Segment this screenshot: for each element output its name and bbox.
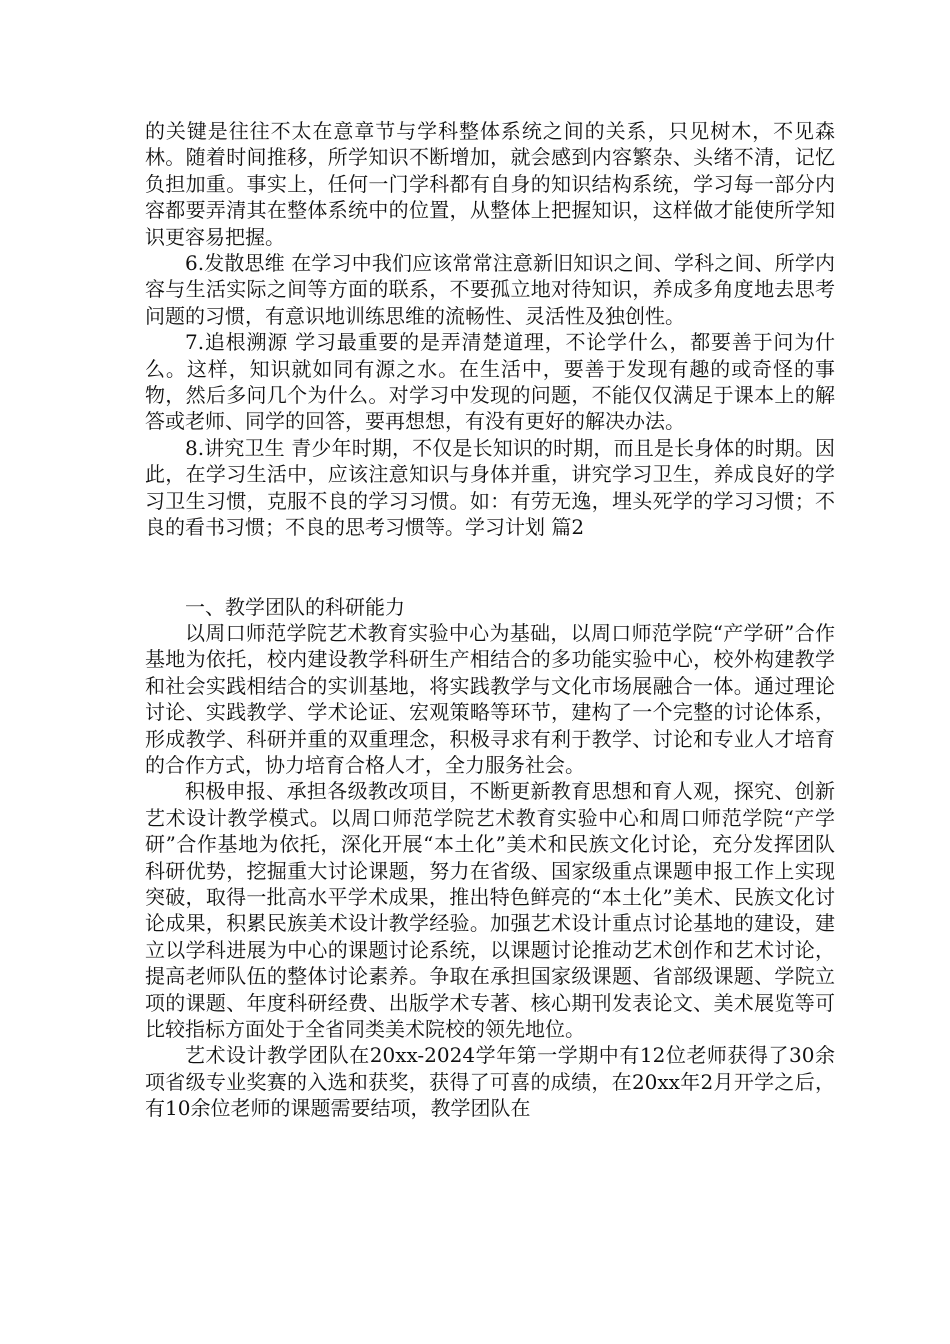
section-heading: 一、教学团队的科研能力: [185, 594, 405, 619]
paragraph-reform-projects: 积极申报、承担各级教改项目，不断更新教育思想和育人观，探究、创新艺术设计教学模式。以周口师范学院艺术教育实验中心和周口师范学院“产学研”合作基地为依托，深化开展“本土化”美术和民族文化讨论，充分发挥团队科研优势，挖掘重大讨论课题，努力在省级、国家级重点课题申报工作上实现突破，取得一批高水平学术成果，推出特色鲜亮的“本土化”美术、民族文化讨论成果，积累民族美术设计教学经验。加强艺术设计重点讨论基地的建设，建立以学科进展为中心的课题讨论系统，以课题讨论推动艺术创作和艺术讨论，提高老师队伍的整体讨论素养。争取在承担国家级课题、省部级课题、学院立项的课题、年度科研经费、出版学术专著、核心期刊发表论文、美术展览等可比较指标方面处于全省同类美术院校的领先地位。: [145, 779, 835, 1041]
paragraph-continued: 的关键是往往不太在意章节与学科整体系统之间的关系，只见树木，不见森林。随着时间推移，所学知识不断增加，就会感到内容繁杂、头绪不清，记忆负担加重。事实上，任何一门学科都有自身的知识结构系统，学习每一部分内容都要弄清其在整体系统中的位置，从整体上把握知识，这样做才能使所学知识更容易把握。: [145, 119, 835, 249]
paragraph-research-base: 以周口师范学院艺术教育实验中心为基础，以周口师范学院“产学研”合作基地为依托，校内建设教学科研生产相结合的多功能实验中心，校外构建教学和社会实践相结合的实训基地，将实践教学与文化市场展融合一体。通过理论讨论、实践教学、学术论证、宏观策略等环节，建构了一个完整的讨论体系，形成教学、科研并重的双重理念，积极寻求有利于教学、讨论和专业人才培育的合作方式，协力培育合格人才，全力服务社会。: [145, 620, 835, 777]
document-page: [145, 118, 835, 1122]
paragraph-divergent-thinking: 6.发散思维 在学习中我们应该常常注意新旧知识之间、学科之间、所学内容与生活实际之间等方面的联系，不要孤立地对待知识，养成多角度地去思考问题的习惯，有意识地训练思维的流畅性、灵活性及独创性。: [145, 251, 835, 328]
paragraph-hygiene: 8.讲究卫生 青少年时期，不仅是长知识的时期，而且是长身体的时期。因此，在学习生活中，应该注意知识与身体并重，讲究学习卫生，养成良好的学习卫生习惯，克服不良的学习习惯。如：有劳无逸，埋头死学的学习习惯；不良的看书习惯；不良的思考习惯等。学习计划 篇2: [145, 435, 835, 540]
paragraph-trace-origin: 7.追根溯源 学习最重要的是弄清楚道理，不论学什么，都要善于问为什么。这样，知识就如同有源之水。在生活中，要善于发现有趣的或奇怪的事物，然后多问几个为什么。对学习中发现的问题，不能仅仅满足于课本上的解答或老师、同学的回答，要再想想，有没有更好的解决办法。: [145, 330, 835, 434]
paragraph-team-achievements: 艺术设计教学团队在20xx-2024学年第一学期中有12位老师获得了30余项省级专业奖赛的入选和获奖，获得了可喜的成绩，在20xx年2月开学之后，有10余位老师的课题需要结项，教学团队在: [145, 1043, 835, 1121]
section-gap: [145, 541, 835, 594]
